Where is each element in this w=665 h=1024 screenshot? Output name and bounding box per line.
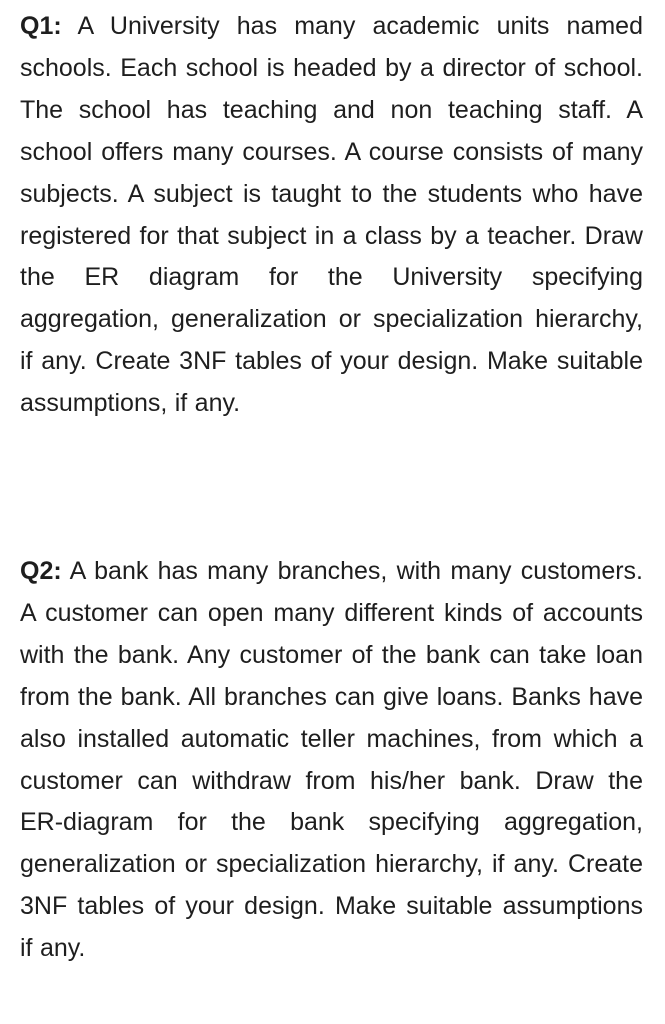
question-1 bbox=[20, 6, 643, 425]
question-2 bbox=[20, 551, 643, 970]
question-2-text: A bank has many branches, with many customers. A customer can open many different kinds of accounts with the bank. Any customer of the bank can take loan from the bank. All branches can give loans. Banks have also installed automatic teller machines, from which a customer can withdraw from his/her bank. Draw the ER-diagram for the bank specifying aggregation, generalization or specialization hierarchy, if any. Create 3NF tables of your design. Make suitable assumptions if any. bbox=[20, 557, 643, 963]
question-1-label: Q1: bbox=[20, 12, 62, 40]
question-1-text: A University has many academic units named schools. Each school is headed by a director of school. The school has teaching and non teaching staff. A school offers many courses. A course consists of many subjects. A subject is taught to the students who have registered for that subject in a class by a teacher. Draw the ER diagram for the University specifying aggregation, generalization or specialization hierarchy, if any. Create 3NF tables of your design. Make suitable assumptions, if any. bbox=[20, 12, 643, 418]
question-2-label: Q2: bbox=[20, 557, 62, 585]
